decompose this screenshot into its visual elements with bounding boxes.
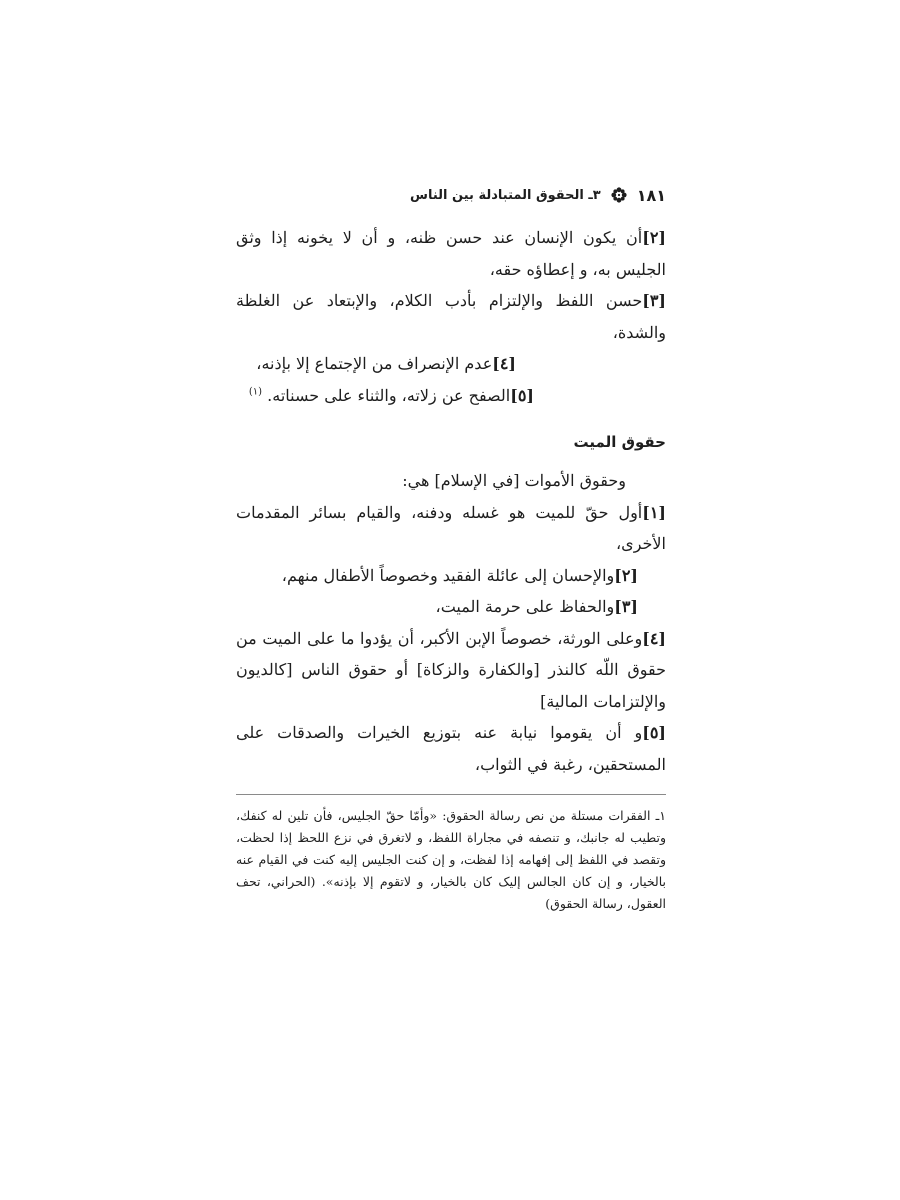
paragraph-item-3 <box>236 285 666 348</box>
section-item-text: وعلى الورثة، خصوصاً الإبن الأكبر، أن يؤدوا ما على الميت من حقوق اللّه كالنذر [والكفارة والزكاة] أو حقوق الناس [كالديون والإلتزامات المالية] <box>236 628 666 711</box>
section-item-4 <box>236 623 666 718</box>
running-title: ٣ـ الحقوق المتبادلة بين الناس <box>410 187 601 203</box>
footnote: ١ـ الفقرات مستلة من نص رسالة الحقوق: «وأمّا حقّ الجليس، فأن تلين له كنفك، وتطيب له جانبك، و تنصفه في مجاراة اللفظ، و لاتغرق في نزع اللحظ إذا لحظت، وتقصد في اللفظ إلى إفهامه إذا لفظت، و إن كنت الجليس إليه كنت في القيام عنه بالخيار، و إن كان الجالس إليک كان بالخيار، و لاتقوم إلا بإذنه». (الحراني، تحف العقول، رسالة الحقوق) <box>236 808 666 911</box>
footnote-reference[interactable]: (١) <box>248 386 263 398</box>
page-number: ١٨١ <box>636 185 666 205</box>
item-marker: [٤] <box>642 628 666 648</box>
section-item-text: والإحسان إلى عائلة الفقيد وخصوصاً الأطفال منهم، <box>281 565 615 585</box>
item-marker: [٣] <box>642 291 666 310</box>
item-marker: [٢] <box>642 228 666 247</box>
item-marker: [٤] <box>492 354 516 373</box>
section-heading: حقوق الميت <box>573 433 666 451</box>
section-item-5 <box>236 717 666 780</box>
section-item-1 <box>236 497 666 560</box>
footnote-divider <box>236 794 666 795</box>
paragraph-item-2 <box>236 222 666 285</box>
section-item-3 <box>236 591 666 623</box>
running-head <box>236 180 666 210</box>
section-intro: وحقوق الأموات [في الإسلام] هي: <box>402 471 626 490</box>
item-marker: [٢] <box>614 565 638 585</box>
paragraph-item-4 <box>236 348 666 380</box>
item-marker: [١] <box>642 502 666 522</box>
paragraph-item-5 <box>236 380 666 412</box>
body-text <box>236 222 666 780</box>
section-item-text: والحفاظ على حرمة الميت، <box>435 597 615 616</box>
section-item-2 <box>236 560 666 592</box>
paragraph-text: عدم الإنصراف من الإجتماع إلا بإذنه، <box>256 354 493 373</box>
item-marker: [٣] <box>614 597 638 616</box>
section-item-text: و أن يقوموا نيابة عنه بتوزيع الخيرات والصدقات على المستحقين، رغبة في الثواب، <box>236 723 666 774</box>
book-page <box>236 180 666 915</box>
paragraph-text: أن يكون الإنسان عند حسن ظنه، و أن لا يخونه إذا وثق الجليس به، و إعطاؤه حقه، <box>236 228 666 279</box>
flower-ornament-icon <box>611 187 627 203</box>
item-marker: [٥] <box>510 385 534 405</box>
section-item-text: أول حقّ للميت هو غسله ودفنه، والقيام بسائر المقدمات الأخرى، <box>236 502 666 553</box>
paragraph-text: حسن اللفظ والإلتزام بأدب الكلام، والإبتعاد عن الغلظة والشدة، <box>236 291 666 342</box>
paragraph-text: الصفح عن زلاته، والثناء على حسناته. <box>267 385 511 405</box>
item-marker: [٥] <box>642 723 666 742</box>
